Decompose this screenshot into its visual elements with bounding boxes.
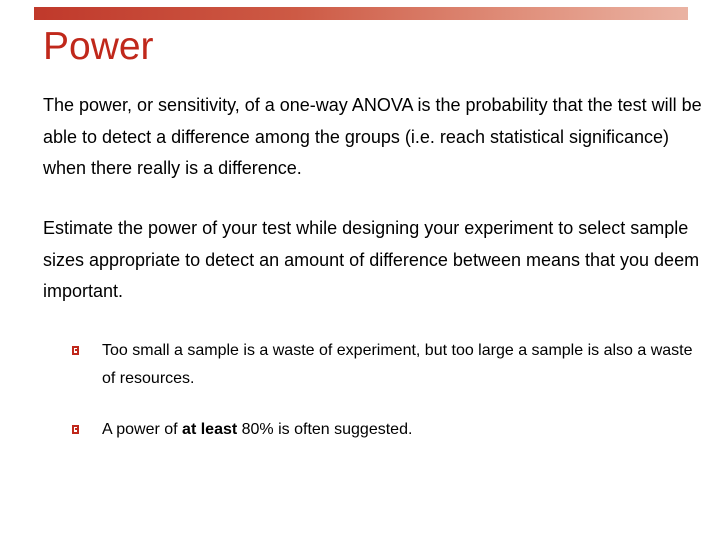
bullet-text-after: 80% is often suggested.: [237, 421, 413, 438]
square-bullet-icon: [72, 346, 79, 355]
bullet-text-bold: at least: [182, 421, 238, 438]
header-accent-bar: [34, 7, 688, 20]
bullet-text: Too small a sample is a waste of experiment, but too large a sample is also a waste of resources.: [102, 342, 693, 387]
bullet-text: [102, 416, 702, 444]
paragraph-power-definition: The power, or sensitivity, of a one-way ANOVA is the probability that the test will be able to detect a difference among the groups (i.e. reach statistical significance) when there really is a difference.: [43, 95, 702, 178]
paragraph-estimate-power: Estimate the power of your test while designing your experiment to select sample sizes appropriate to detect an amount of difference between means that you deem important.: [43, 218, 700, 301]
slide-title: Power: [43, 25, 154, 68]
bullet-text-before: A power of: [102, 421, 183, 438]
square-bullet-icon: [72, 425, 79, 434]
